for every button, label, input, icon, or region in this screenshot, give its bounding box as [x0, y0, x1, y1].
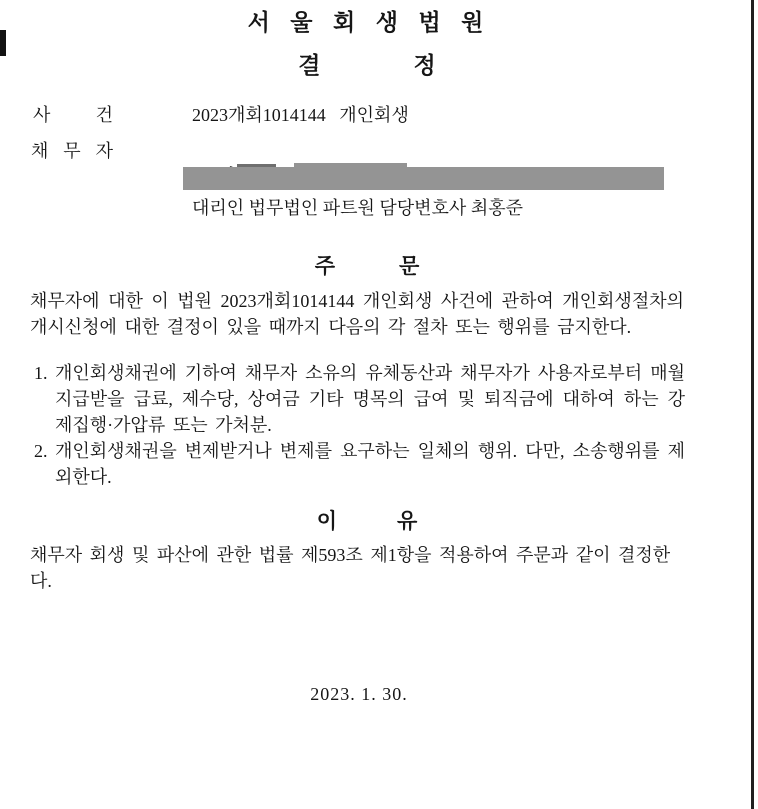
case-label-char: 사 — [33, 105, 51, 125]
debtor-label — [31, 139, 113, 163]
reason-heading-char-1: 이 — [316, 509, 337, 533]
case-label — [33, 103, 113, 127]
decision-heading-char-1: 결 — [298, 53, 321, 78]
reason-paragraph: 채무자 회생 및 파산에 관한 법률 제593조 제1항을 적용하여 주문과 같이 결정한다. — [30, 545, 671, 591]
order-heading-char-1: 주 — [314, 254, 335, 278]
case-label-char: 건 — [95, 105, 113, 125]
debtor-label-char: 무 — [63, 141, 81, 161]
order-intro-paragraph: 채무자에 대한 이 법원 2023개회1014144 개인회생 사건에 관하여 개인회생절차의 개시신청에 대한 결정이 있을 때까지 다음의 각 절차 또는 행위를 금지한다. — [30, 291, 684, 337]
decision-heading — [0, 47, 734, 80]
order-item-2 — [34, 438, 685, 490]
debtor-label-char: 채 — [31, 141, 49, 161]
page-edge-vertical-rule — [751, 0, 754, 809]
debtor-label-char: 자 — [95, 141, 113, 161]
order-item-text: 개인회생채권을 변제받거나 변제를 요구하는 일체의 행위. 다만, 소송행위를 제외한다. — [55, 441, 685, 487]
order-item-list — [34, 360, 685, 490]
decision-heading-char-2: 정 — [413, 53, 436, 78]
order-item-number: 2. — [34, 441, 48, 461]
decision-date: 2023. 1. 30. — [310, 684, 408, 704]
reason-section-heading — [0, 505, 734, 535]
order-item-number: 1. — [34, 363, 48, 383]
case-number-value: 2023개회1014144 개인회생 — [192, 105, 409, 125]
order-heading-char-2: 문 — [399, 254, 420, 278]
address-redaction-bar — [183, 167, 664, 190]
order-item-1 — [34, 360, 685, 438]
order-item-text: 개인회생채권에 기하여 채무자 소유의 유체동산과 채무자가 사용자로부터 매월 지급받을 급료, 제수당, 상여금 기타 명목의 급여 및 퇴직금에 대하여 하는 강제집행·가압류 또는 가처분. — [55, 363, 685, 435]
attorney-line: 대리인 법무법인 파트원 담당변호사 최홍준 — [192, 198, 523, 218]
order-section-heading — [0, 250, 734, 280]
reason-heading-char-2: 유 — [397, 509, 418, 533]
court-name-title: 서 울 회 생 법 원 — [247, 10, 487, 35]
